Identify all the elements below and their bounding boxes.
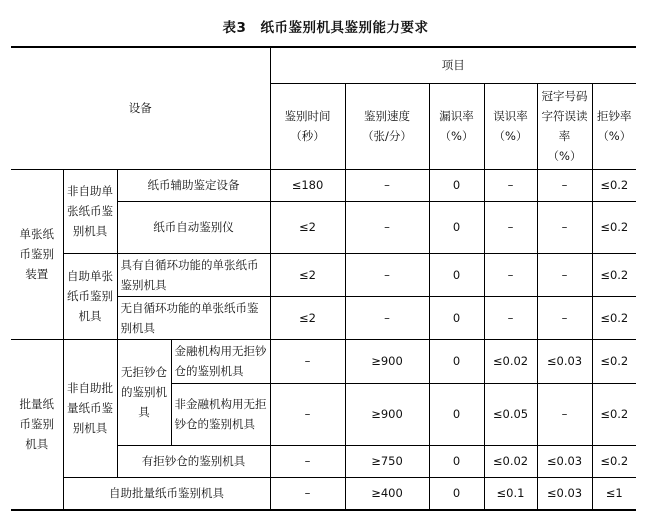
header-col-serial-misread: 冠字号码字符误读率 （%） [537, 83, 592, 169]
cell-value: – [270, 339, 345, 383]
cell-value: – [270, 383, 345, 445]
row-name: 有拒钞仓的鉴别机具 [117, 445, 270, 477]
group-batch: 批量纸币鉴别机具 [11, 339, 63, 510]
cell-value: – [537, 169, 592, 201]
cell-value: ≤0.2 [592, 339, 636, 383]
cell-value: – [537, 201, 592, 253]
table-title: 表3 纸币鉴别机具鉴别能力要求 [222, 20, 429, 36]
cell-value: ≥900 [345, 383, 429, 445]
cell-value: – [345, 169, 429, 201]
cell-value: ≤0.03 [537, 445, 592, 477]
cell-value: ≤0.2 [592, 169, 636, 201]
header-col-error-rate: 误识率 （%） [484, 83, 537, 169]
cell-value: – [484, 253, 537, 296]
header-project: 项目 [270, 47, 636, 83]
cell-value: ≤2 [270, 296, 345, 339]
cell-value: – [270, 477, 345, 510]
cell-value: ≤1 [592, 477, 636, 510]
row-name: 金融机构用无拒钞仓的鉴别机具 [171, 339, 270, 383]
cell-value: – [537, 253, 592, 296]
cell-value: 0 [429, 169, 484, 201]
cell-value: ≤0.2 [592, 445, 636, 477]
cell-value: ≤0.2 [592, 253, 636, 296]
group-no-reject-bin: 无拒钞仓的鉴别机具 [117, 339, 171, 445]
header-col-reject-rate: 拒钞率 （%） [592, 83, 636, 169]
cell-value: 0 [429, 477, 484, 510]
cell-value: 0 [429, 253, 484, 296]
header-col-time: 鉴别时间 （秒） [270, 83, 345, 169]
cell-value: ≤0.2 [592, 296, 636, 339]
cell-value: – [345, 201, 429, 253]
cell-value: ≥750 [345, 445, 429, 477]
cell-value: – [537, 383, 592, 445]
cell-value: ≤0.03 [537, 477, 592, 510]
group-self-single: 自助单张纸币鉴别机具 [63, 253, 117, 339]
cell-value: ≤0.02 [484, 339, 537, 383]
cell-value: – [484, 201, 537, 253]
cell-value: ≤0.03 [537, 339, 592, 383]
requirements-table [11, 46, 636, 511]
cell-value: ≤0.1 [484, 477, 537, 510]
group-non-self-batch: 非自助批量纸币鉴别机具 [63, 339, 117, 477]
row-name: 纸币辅助鉴定设备 [117, 169, 270, 201]
row-name: 无自循环功能的单张纸币鉴别机具 [117, 296, 270, 339]
cell-value: ≤180 [270, 169, 345, 201]
cell-value: ≤0.02 [484, 445, 537, 477]
cell-value: 0 [429, 445, 484, 477]
header-col-speed: 鉴别速度 （张/分） [345, 83, 429, 169]
cell-value: – [345, 296, 429, 339]
row-name: 非金融机构用无拒钞仓的鉴别机具 [171, 383, 270, 445]
cell-value: – [484, 169, 537, 201]
row-name: 纸币自动鉴别仪 [117, 201, 270, 253]
cell-value: ≤0.05 [484, 383, 537, 445]
cell-value: ≤0.2 [592, 383, 636, 445]
cell-value: ≤0.2 [592, 201, 636, 253]
cell-value: ≤2 [270, 201, 345, 253]
cell-value: 0 [429, 339, 484, 383]
cell-value: 0 [429, 383, 484, 445]
cell-value: ≥400 [345, 477, 429, 510]
cell-value: – [345, 253, 429, 296]
cell-value: – [537, 296, 592, 339]
cell-value: ≤2 [270, 253, 345, 296]
cell-value: – [484, 296, 537, 339]
group-single-device: 单张纸币鉴别装置 [11, 169, 63, 339]
header-col-miss-rate: 漏识率 （%） [429, 83, 484, 169]
cell-value: – [270, 445, 345, 477]
row-name: 具有自循环功能的单张纸币鉴别机具 [117, 253, 270, 296]
cell-value: 0 [429, 201, 484, 253]
cell-value: ≥900 [345, 339, 429, 383]
row-name: 自助批量纸币鉴别机具 [63, 477, 270, 510]
cell-value: 0 [429, 296, 484, 339]
group-non-self-single: 非自助单张纸币鉴别机具 [63, 169, 117, 253]
header-equipment: 设备 [11, 47, 270, 169]
